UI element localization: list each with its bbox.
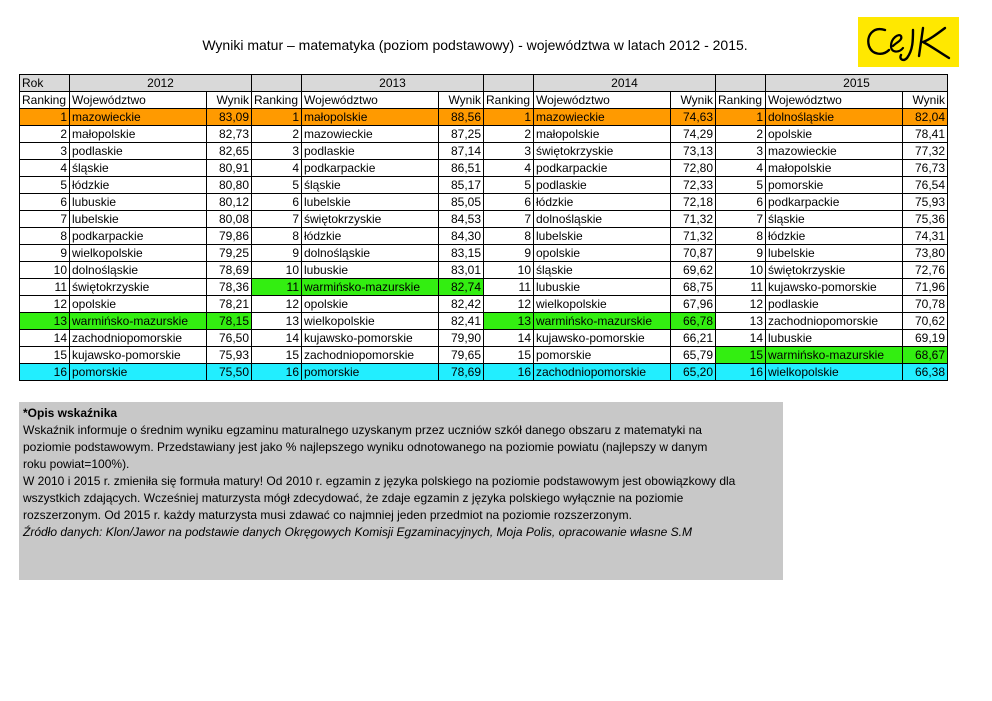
table-row (20, 262, 948, 279)
score-cell: 86,51 (439, 160, 484, 177)
score-cell: 68,75 (671, 279, 716, 296)
score-cell: 75,36 (903, 211, 948, 228)
rank-cell: 6 (20, 194, 70, 211)
score-cell: 67,96 (671, 296, 716, 313)
rank-cell: 8 (20, 228, 70, 245)
region-cell: warmińsko-mazurskie (534, 313, 671, 330)
region-cell: mazowieckie (302, 126, 439, 143)
note-line: W 2010 i 2015 r. zmieniła się formuła matury! Od 2010 r. egzamin z języka polskiego na poziomie podstawowym jest obowiązkowy dla (23, 474, 736, 488)
region-cell: podlaskie (302, 143, 439, 160)
region-cell: zachodniopomorskie (534, 364, 671, 381)
score-cell: 72,18 (671, 194, 716, 211)
cejk-logo-mark (863, 22, 955, 62)
table-row (20, 109, 948, 126)
score-cell: 82,04 (903, 109, 948, 126)
region-cell: lubuskie (302, 262, 439, 279)
rank-cell: 11 (252, 279, 302, 296)
rank-cell: 5 (484, 177, 534, 194)
rank-cell: 9 (484, 245, 534, 262)
note-line: rozszerzonym. Od 2015 r. każdy maturzysta musi zdawać co najmniej jeden przedmiot na poziomie rozszerzonym. (23, 508, 632, 522)
region-cell: śląskie (766, 211, 903, 228)
rank-cell: 2 (484, 126, 534, 143)
year-header-row (20, 75, 948, 92)
region-cell: zachodniopomorskie (302, 347, 439, 364)
rank-cell: 11 (484, 279, 534, 296)
note-line: poziomie podstawowym. Przedstawiany jest jako % najlepszego wyniku odnotowanego na poziomie powiatu (najlepszy w danym (23, 440, 708, 454)
region-cell: łódzkie (766, 228, 903, 245)
rank-cell: 6 (252, 194, 302, 211)
rank-cell: 8 (716, 228, 766, 245)
score-header: Wynik (671, 92, 716, 109)
region-cell: dolnośląskie (766, 109, 903, 126)
score-header: Wynik (439, 92, 484, 109)
score-cell: 65,20 (671, 364, 716, 381)
score-cell: 72,76 (903, 262, 948, 279)
score-cell: 69,62 (671, 262, 716, 279)
score-cell: 82,73 (207, 126, 252, 143)
rank-cell: 1 (484, 109, 534, 126)
region-cell: lubelskie (302, 194, 439, 211)
note-line: roku powiat=100%). (23, 457, 130, 471)
rank-cell: 10 (716, 262, 766, 279)
region-cell: wielkopolskie (70, 245, 207, 262)
table-row (20, 211, 948, 228)
region-cell: małopolskie (70, 126, 207, 143)
ranking-header: Ranking (20, 92, 70, 109)
region-header: Województwo (70, 92, 207, 109)
region-cell: kujawsko-pomorskie (534, 330, 671, 347)
score-cell: 71,32 (671, 211, 716, 228)
note-line: wszystkich zdających. Wcześniej maturzysta mógł zdecydować, że zdaje egzamin z języka polskiego wyłącznie na poziomie (23, 491, 684, 505)
region-cell: małopolskie (302, 109, 439, 126)
year-row-label (716, 75, 766, 92)
rank-cell: 4 (252, 160, 302, 177)
rank-cell: 9 (252, 245, 302, 262)
rank-cell: 16 (20, 364, 70, 381)
score-header: Wynik (903, 92, 948, 109)
year-label: 2012 (70, 75, 252, 92)
rank-cell: 1 (252, 109, 302, 126)
region-cell: mazowieckie (766, 143, 903, 160)
score-cell: 74,31 (903, 228, 948, 245)
rank-cell: 14 (716, 330, 766, 347)
region-cell: zachodniopomorskie (766, 313, 903, 330)
rank-cell: 9 (716, 245, 766, 262)
region-cell: małopolskie (766, 160, 903, 177)
score-cell: 82,74 (439, 279, 484, 296)
region-cell: pomorskie (302, 364, 439, 381)
region-cell: lubelskie (766, 245, 903, 262)
region-cell: wielkopolskie (302, 313, 439, 330)
score-cell: 73,13 (671, 143, 716, 160)
rank-cell: 12 (252, 296, 302, 313)
score-cell: 72,80 (671, 160, 716, 177)
region-cell: pomorskie (70, 364, 207, 381)
region-cell: mazowieckie (70, 109, 207, 126)
region-cell: lubuskie (534, 279, 671, 296)
region-cell: świętokrzyskie (534, 143, 671, 160)
score-cell: 65,79 (671, 347, 716, 364)
region-cell: lubelskie (70, 211, 207, 228)
score-cell: 79,90 (439, 330, 484, 347)
rank-cell: 7 (484, 211, 534, 228)
score-header: Wynik (207, 92, 252, 109)
rank-cell: 5 (252, 177, 302, 194)
score-cell: 78,69 (439, 364, 484, 381)
region-cell: dolnośląskie (534, 211, 671, 228)
score-cell: 80,12 (207, 194, 252, 211)
rank-cell: 10 (252, 262, 302, 279)
score-cell: 82,65 (207, 143, 252, 160)
score-cell: 79,65 (439, 347, 484, 364)
score-cell: 87,25 (439, 126, 484, 143)
region-cell: opolskie (302, 296, 439, 313)
region-cell: opolskie (534, 245, 671, 262)
rank-cell: 15 (716, 347, 766, 364)
score-cell: 78,15 (207, 313, 252, 330)
region-cell: lubelskie (534, 228, 671, 245)
region-cell: podlaskie (534, 177, 671, 194)
region-cell: podkarpackie (302, 160, 439, 177)
region-cell: dolnośląskie (70, 262, 207, 279)
column-header-row (20, 92, 948, 109)
score-cell: 74,29 (671, 126, 716, 143)
score-cell: 83,15 (439, 245, 484, 262)
score-cell: 72,33 (671, 177, 716, 194)
rank-cell: 11 (20, 279, 70, 296)
region-cell: łódzkie (302, 228, 439, 245)
score-cell: 83,09 (207, 109, 252, 126)
rank-cell: 11 (716, 279, 766, 296)
score-cell: 88,56 (439, 109, 484, 126)
table-row (20, 143, 948, 160)
region-cell: małopolskie (534, 126, 671, 143)
table-row (20, 313, 948, 330)
rank-cell: 16 (252, 364, 302, 381)
rank-cell: 4 (20, 160, 70, 177)
rank-cell: 13 (484, 313, 534, 330)
region-cell: kujawsko-pomorskie (766, 279, 903, 296)
score-cell: 80,80 (207, 177, 252, 194)
region-header: Województwo (302, 92, 439, 109)
score-cell: 79,25 (207, 245, 252, 262)
table-row (20, 245, 948, 262)
table-row (20, 177, 948, 194)
rank-cell: 15 (20, 347, 70, 364)
rank-cell: 8 (252, 228, 302, 245)
score-cell: 74,63 (671, 109, 716, 126)
table-row (20, 330, 948, 347)
rank-cell: 13 (20, 313, 70, 330)
region-cell: lubuskie (70, 194, 207, 211)
score-cell: 85,17 (439, 177, 484, 194)
rank-cell: 4 (716, 160, 766, 177)
rank-cell: 7 (716, 211, 766, 228)
region-cell: świętokrzyskie (766, 262, 903, 279)
score-cell: 84,30 (439, 228, 484, 245)
rank-cell: 12 (484, 296, 534, 313)
results-table (19, 74, 948, 381)
score-cell: 71,32 (671, 228, 716, 245)
table-row (20, 160, 948, 177)
rank-cell: 9 (20, 245, 70, 262)
table-row (20, 194, 948, 211)
score-cell: 80,91 (207, 160, 252, 177)
score-cell: 85,05 (439, 194, 484, 211)
rank-cell: 6 (716, 194, 766, 211)
score-cell: 66,38 (903, 364, 948, 381)
table-row (20, 364, 948, 381)
region-cell: podkarpackie (70, 228, 207, 245)
note-heading: *Opis wskaźnika (23, 406, 118, 420)
region-cell: śląskie (70, 160, 207, 177)
ranking-header: Ranking (252, 92, 302, 109)
rank-cell: 15 (252, 347, 302, 364)
region-cell: łódzkie (534, 194, 671, 211)
year-label: 2013 (302, 75, 484, 92)
indicator-description (19, 402, 783, 580)
score-cell: 84,53 (439, 211, 484, 228)
region-cell: podkarpackie (534, 160, 671, 177)
rank-cell: 2 (252, 126, 302, 143)
rank-cell: 14 (252, 330, 302, 347)
score-cell: 71,96 (903, 279, 948, 296)
score-cell: 76,54 (903, 177, 948, 194)
rank-cell: 12 (716, 296, 766, 313)
region-cell: wielkopolskie (534, 296, 671, 313)
score-cell: 76,50 (207, 330, 252, 347)
score-cell: 75,93 (903, 194, 948, 211)
rank-cell: 1 (20, 109, 70, 126)
rank-cell: 14 (484, 330, 534, 347)
cejk-logo (858, 17, 959, 67)
rank-cell: 4 (484, 160, 534, 177)
region-cell: pomorskie (766, 177, 903, 194)
region-cell: opolskie (766, 126, 903, 143)
region-cell: warmińsko-mazurskie (302, 279, 439, 296)
rank-cell: 13 (716, 313, 766, 330)
rank-cell: 10 (484, 262, 534, 279)
region-cell: kujawsko-pomorskie (70, 347, 207, 364)
rank-cell: 7 (20, 211, 70, 228)
score-cell: 75,50 (207, 364, 252, 381)
score-cell: 70,62 (903, 313, 948, 330)
table-row (20, 296, 948, 313)
region-cell: mazowieckie (534, 109, 671, 126)
ranking-header: Ranking (484, 92, 534, 109)
region-cell: świętokrzyskie (302, 211, 439, 228)
rank-cell: 5 (20, 177, 70, 194)
score-cell: 87,14 (439, 143, 484, 160)
year-row-label: Rok (20, 75, 70, 92)
note-source: Źródło danych: Klon/Jawor na podstawie danych Okręgowych Komisji Egzaminacyjnych, Moja Polis, opracowanie własne S.M (23, 525, 692, 539)
rank-cell: 1 (716, 109, 766, 126)
region-cell: podkarpackie (766, 194, 903, 211)
region-cell: wielkopolskie (766, 364, 903, 381)
score-cell: 78,41 (903, 126, 948, 143)
rank-cell: 12 (20, 296, 70, 313)
region-cell: śląskie (534, 262, 671, 279)
table-row (20, 228, 948, 245)
table-row (20, 347, 948, 364)
region-cell: świętokrzyskie (70, 279, 207, 296)
rank-cell: 14 (20, 330, 70, 347)
score-cell: 82,42 (439, 296, 484, 313)
score-cell: 76,73 (903, 160, 948, 177)
score-cell: 78,69 (207, 262, 252, 279)
year-label: 2015 (766, 75, 948, 92)
table-row (20, 279, 948, 296)
score-cell: 75,93 (207, 347, 252, 364)
region-cell: podlaskie (70, 143, 207, 160)
region-cell: kujawsko-pomorskie (302, 330, 439, 347)
region-cell: pomorskie (534, 347, 671, 364)
table-row (20, 126, 948, 143)
score-cell: 70,78 (903, 296, 948, 313)
region-cell: podlaskie (766, 296, 903, 313)
region-cell: warmińsko-mazurskie (70, 313, 207, 330)
region-cell: śląskie (302, 177, 439, 194)
score-cell: 69,19 (903, 330, 948, 347)
year-row-label (484, 75, 534, 92)
score-cell: 78,36 (207, 279, 252, 296)
rank-cell: 13 (252, 313, 302, 330)
score-cell: 70,87 (671, 245, 716, 262)
rank-cell: 6 (484, 194, 534, 211)
rank-cell: 16 (716, 364, 766, 381)
rank-cell: 3 (484, 143, 534, 160)
rank-cell: 10 (20, 262, 70, 279)
rank-cell: 3 (716, 143, 766, 160)
score-cell: 82,41 (439, 313, 484, 330)
rank-cell: 5 (716, 177, 766, 194)
year-label: 2014 (534, 75, 716, 92)
page-title: Wyniki matur – matematyka (poziom podstawowy) - województwa w latach 2012 - 2015. (202, 37, 748, 53)
region-cell: zachodniopomorskie (70, 330, 207, 347)
score-cell: 73,80 (903, 245, 948, 262)
region-header: Województwo (534, 92, 671, 109)
rank-cell: 3 (20, 143, 70, 160)
rank-cell: 15 (484, 347, 534, 364)
score-cell: 77,32 (903, 143, 948, 160)
region-cell: łódzkie (70, 177, 207, 194)
region-cell: dolnośląskie (302, 245, 439, 262)
rank-cell: 16 (484, 364, 534, 381)
score-cell: 83,01 (439, 262, 484, 279)
region-header: Województwo (766, 92, 903, 109)
score-cell: 68,67 (903, 347, 948, 364)
rank-cell: 2 (20, 126, 70, 143)
rank-cell: 3 (252, 143, 302, 160)
score-cell: 78,21 (207, 296, 252, 313)
note-line: Wskaźnik informuje o średnim wyniku egzaminu maturalnego uzyskanym przez uczniów szkół danego obszaru z matematyki na (23, 423, 702, 437)
score-cell: 80,08 (207, 211, 252, 228)
region-cell: opolskie (70, 296, 207, 313)
ranking-header: Ranking (716, 92, 766, 109)
rank-cell: 7 (252, 211, 302, 228)
score-cell: 66,21 (671, 330, 716, 347)
year-row-label (252, 75, 302, 92)
rank-cell: 2 (716, 126, 766, 143)
rank-cell: 8 (484, 228, 534, 245)
score-cell: 66,78 (671, 313, 716, 330)
score-cell: 79,86 (207, 228, 252, 245)
region-cell: lubuskie (766, 330, 903, 347)
region-cell: warmińsko-mazurskie (766, 347, 903, 364)
